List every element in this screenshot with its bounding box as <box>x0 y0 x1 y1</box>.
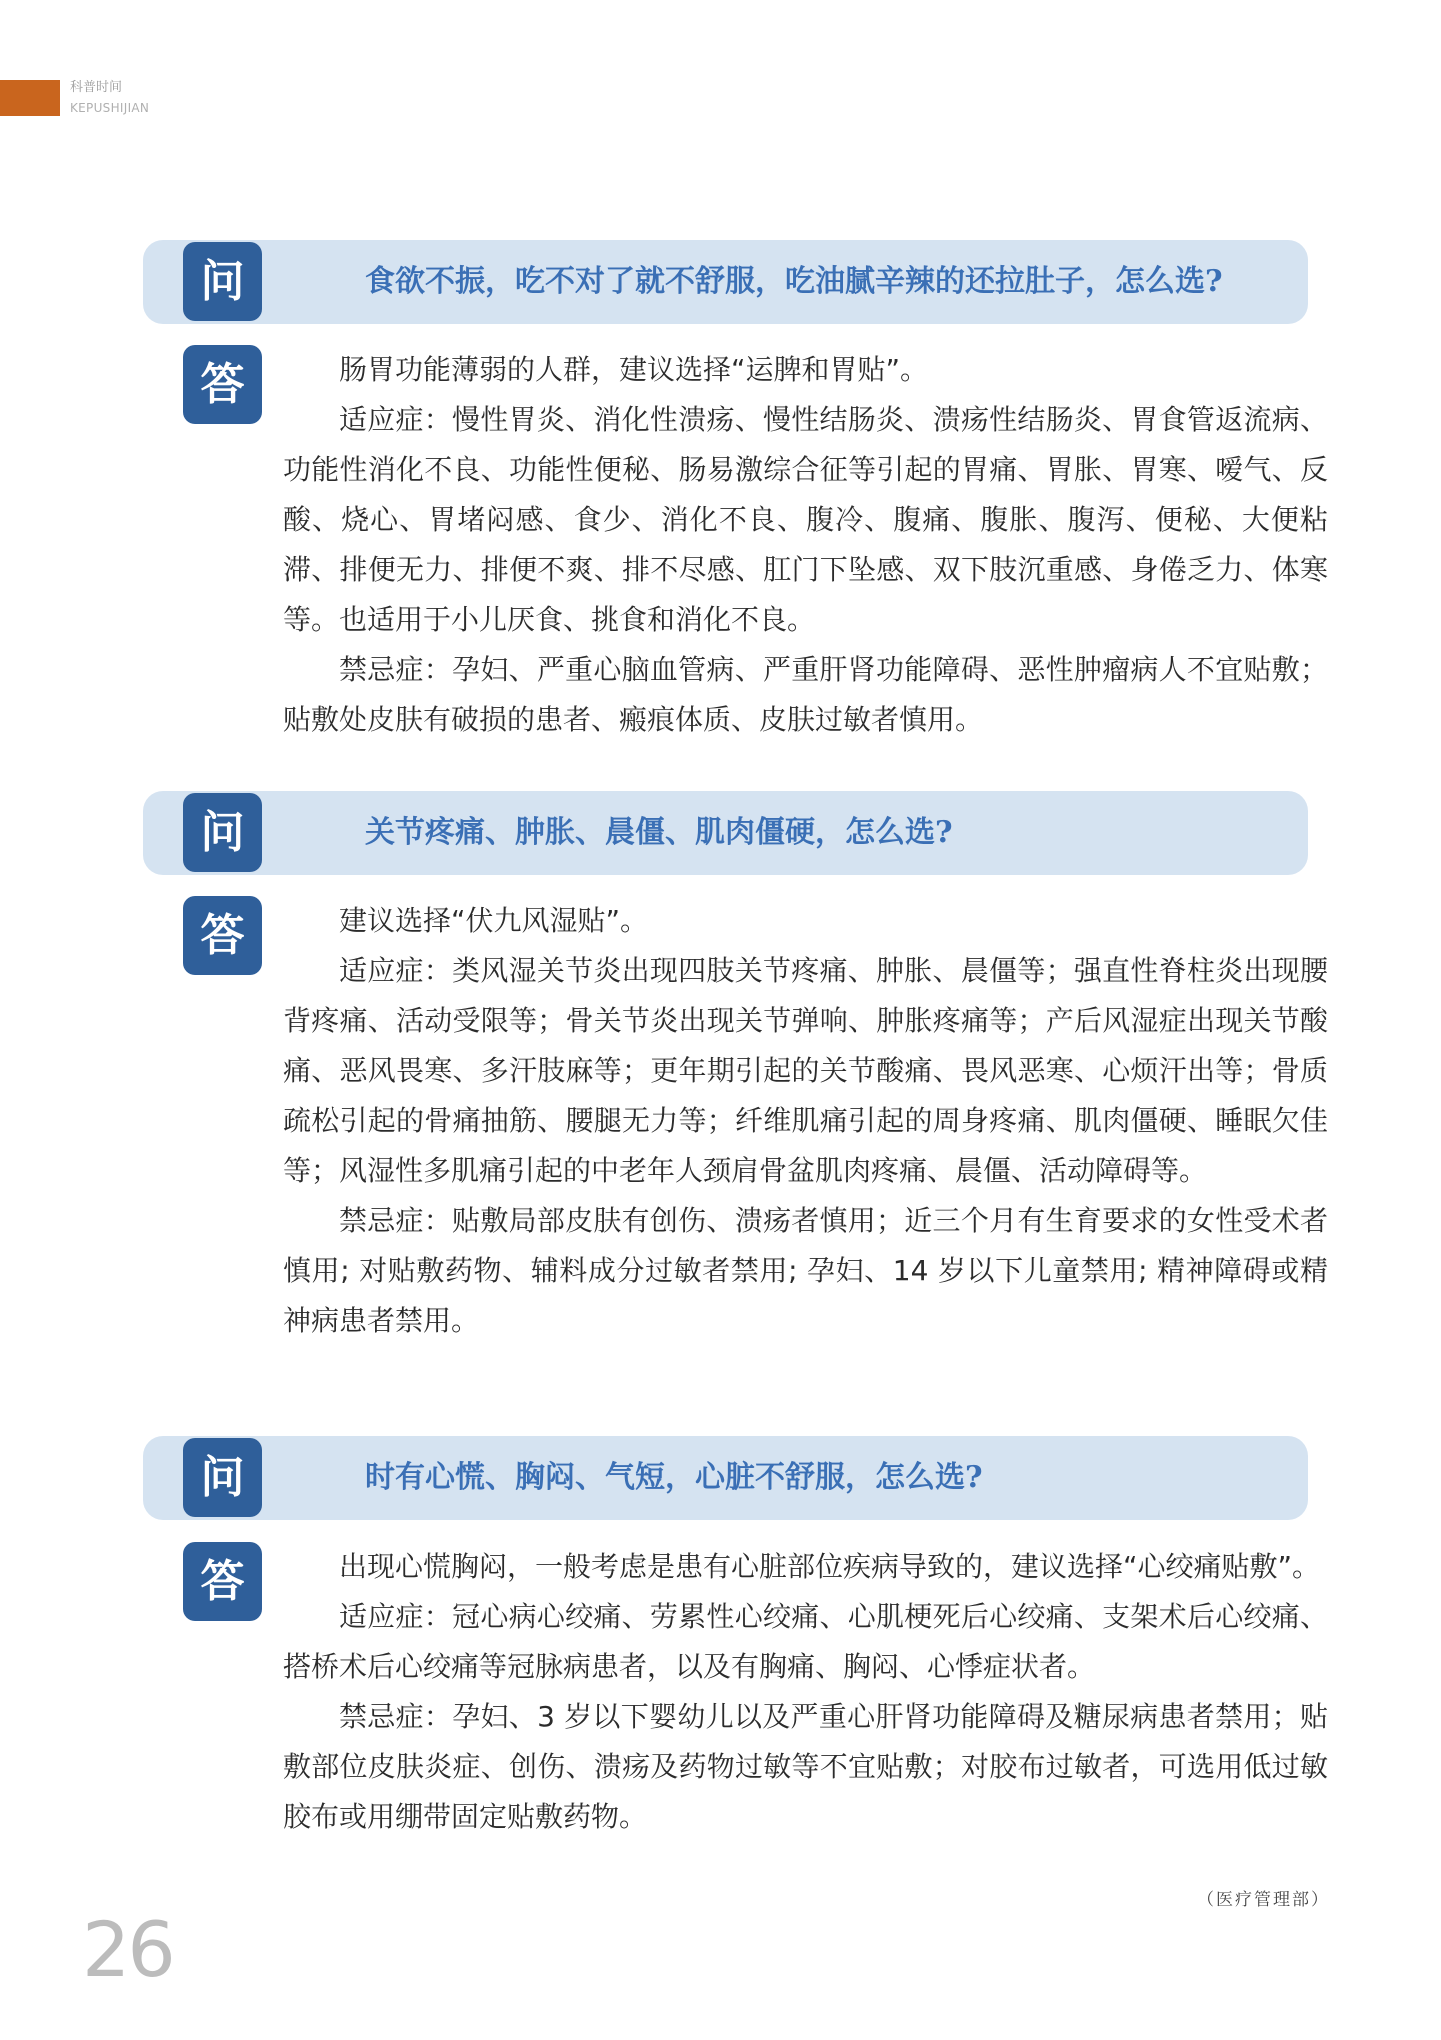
page-number: 26 <box>82 1905 173 1994</box>
answer-badge-3: 答 <box>183 1542 262 1621</box>
answer-paragraph: 建议选择“伏九风湿贴”。 <box>339 904 649 937</box>
answer-block-1 <box>283 345 1328 745</box>
answer-paragraph: 禁忌症：孕妇、3 岁以下婴幼儿以及严重心肝肾功能障碍及糖尿病患者禁用；贴敷部位皮肤炎症、创伤、溃疡及药物过敏等不宜贴敷；对胶布过敏者，可选用低过敏胶布或用绷带固定贴敷药物。 <box>283 1700 1328 1833</box>
answer-badge-2: 答 <box>183 896 262 975</box>
question-text-3: 时有心慌、胸闷、气短，心脏不舒服，怎么选? <box>365 1460 983 1495</box>
answer-paragraph: 肠胃功能薄弱的人群，建议选择“运脾和胃贴”。 <box>339 353 929 386</box>
answer-paragraph: 禁忌症：孕妇、严重心脑血管病、严重肝肾功能障碍、恶性肿瘤病人不宜贴敷；贴敷处皮肤有破损的患者、瘢痕体质、皮肤过敏者慎用。 <box>283 653 1328 736</box>
answer-block-2 <box>283 896 1328 1346</box>
answer-badge-1: 答 <box>183 345 262 424</box>
question-text-2: 关节疼痛、肿胀、晨僵、肌肉僵硬，怎么选? <box>365 815 953 850</box>
section-title: 科普时间 <box>70 80 123 95</box>
question-badge-1: 问 <box>183 242 262 321</box>
question-text-1: 食欲不振，吃不对了就不舒服，吃油腻辛辣的还拉肚子，怎么选? <box>365 264 1223 299</box>
answer-paragraph: 禁忌症：贴敷局部皮肤有创伤、溃疡者慎用；近三个月有生育要求的女性受术者慎用; 对贴敷药物、辅料成分过敏者禁用; 孕妇、14 岁以下儿童禁用; 精神障碍或精神病患者禁用。 <box>283 1204 1328 1337</box>
answer-paragraph: 适应症：慢性胃炎、消化性溃疡、慢性结肠炎、溃疡性结肠炎、胃食管返流病、功能性消化不良、功能性便秘、肠易激综合征等引起的胃痛、胃胀、胃寒、嗳气、反酸、烧心、胃堵闷感、食少、消化不良、腹冷、腹痛、腹胀、腹泻、便秘、大便粘滞、排便无力、排便不爽、排不尽感、肛门下坠感、双下肢沉重感、身倦乏力、体寒等。也适用于小儿厌食、挑食和消化不良。 <box>283 403 1328 636</box>
answer-paragraph: 适应症：冠心病心绞痛、劳累性心绞痛、心肌梗死后心绞痛、支架术后心绞痛、搭桥术后心绞痛等冠脉病患者，以及有胸痛、胸闷、心悸症状者。 <box>283 1600 1328 1683</box>
question-badge-3: 问 <box>183 1438 262 1517</box>
question-badge-2: 问 <box>183 793 262 872</box>
answer-paragraph: 适应症：类风湿关节炎出现四肢关节疼痛、肿胀、晨僵等；强直性脊柱炎出现腰背疼痛、活动受限等；骨关节炎出现关节弹响、肿胀疼痛等；产后风湿症出现关节酸痛、恶风畏寒、多汗肢麻等；更年期引起的关节酸痛、畏风恶寒、心烦汗出等；骨质疏松引起的骨痛抽筋、腰腿无力等；纤维肌痛引起的周身疼痛、肌肉僵硬、睡眠欠佳等；风湿性多肌痛引起的中老年人颈肩骨盆肌肉疼痛、晨僵、活动障碍等。 <box>283 954 1328 1187</box>
author-credit: （医疗管理部） <box>1197 1890 1330 1910</box>
header-accent-bar <box>0 80 60 116</box>
section-title-pinyin: KEPUSHIJIAN <box>70 101 150 115</box>
answer-block-3 <box>283 1542 1328 1842</box>
answer-paragraph: 出现心慌胸闷，一般考虑是患有心脏部位疾病导致的，建议选择“心绞痛贴敷”。 <box>339 1550 1321 1583</box>
